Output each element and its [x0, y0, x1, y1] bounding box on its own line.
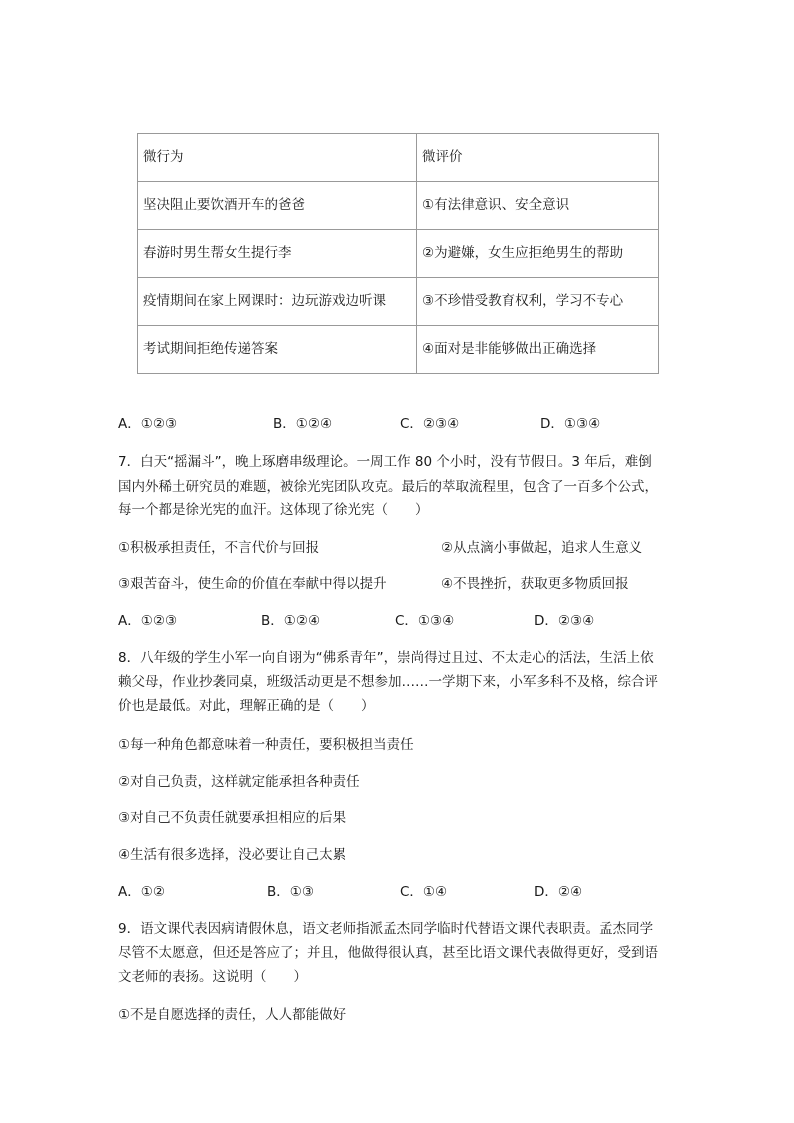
q7-item: ②从点滴小事做起，追求人生意义 — [441, 540, 643, 556]
q8-option-c: C．①④ — [400, 884, 448, 900]
q7-option-d: D．②③④ — [534, 613, 595, 629]
table-row — [138, 230, 659, 278]
table-cell: 疫情期间在家上网课时：边玩游戏边听课 — [138, 278, 417, 326]
table-header-row — [138, 134, 659, 182]
q7-option-b: B．①②④ — [261, 613, 321, 629]
table-row — [138, 278, 659, 326]
q8-option-b: B．①③ — [267, 884, 314, 900]
q6-option-d: D．①③④ — [540, 416, 601, 432]
q7-item: ④不畏挫折，获取更多物质回报 — [441, 576, 629, 592]
q9-stem-line: 9．语文课代表因病请假休息，语文老师指派孟杰同学临时代替语文课代表职责。孟杰同学 — [118, 921, 654, 937]
table-header-cell: 微行为 — [138, 134, 417, 182]
q6-option-a: A．①②③ — [118, 416, 178, 432]
q6-option-c: C．②③④ — [400, 416, 460, 432]
table-cell: 春游时男生帮女生提行李 — [138, 230, 417, 278]
q9-stem-line: 文老师的表扬。这说明（ ） — [118, 969, 307, 985]
q8-option-d: D．②④ — [534, 884, 583, 900]
table-header-cell: 微评价 — [417, 134, 659, 182]
q6-option-b: B．①②④ — [273, 416, 333, 432]
table-cell: ④面对是非能够做出正确选择 — [417, 326, 659, 374]
table-cell: ①有法律意识、安全意识 — [417, 182, 659, 230]
q7-option-a: A．①②③ — [118, 613, 178, 629]
q7-stem-line: 每一个都是徐光宪的血汗。这体现了徐光宪（ ） — [118, 502, 429, 518]
q7-option-c: C．①③④ — [395, 613, 455, 629]
q8-option-a: A．①② — [118, 884, 165, 900]
table-cell: ③不珍惜受教育权利，学习不专心 — [417, 278, 659, 326]
q8-item: ③对自己不负责任就要承担相应的后果 — [118, 810, 347, 826]
q8-stem-line: 8．八年级的学生小军一向自诩为“佛系青年”，崇尚得过且过、不太走心的活法，生活上依 — [118, 650, 654, 666]
q8-stem-line: 赖父母，作业抄袭同桌，班级活动更是不想参加……一学期下来，小军多科不及格，综合评 — [118, 674, 658, 690]
q8-item: ④生活有很多选择，没必要让自己太累 — [118, 847, 347, 863]
table-row — [138, 182, 659, 230]
q9-item: ①不是自愿选择的责任，人人都能做好 — [118, 1007, 347, 1023]
table-cell: ②为避嫌，女生应拒绝男生的帮助 — [417, 230, 659, 278]
table-row — [138, 326, 659, 374]
q8-stem-line: 价也是最低。对此，理解正确的是（ ） — [118, 698, 375, 714]
q8-item: ①每一种角色都意味着一种责任，要积极担当责任 — [118, 737, 414, 753]
behavior-evaluation-table — [137, 133, 659, 374]
q8-item: ②对自己负责，这样就定能承担各种责任 — [118, 774, 360, 790]
q7-item: ③艰苦奋斗，使生命的价值在奉献中得以提升 — [118, 576, 387, 592]
q7-stem-line: 国内外稀土研究员的难题，被徐光宪团队攻克。最后的萃取流程里，包含了一百多个公式， — [118, 479, 658, 495]
q9-stem-line: 尽管不太愿意，但还是答应了；并且，他做得很认真，甚至比语文课代表做得更好，受到语 — [118, 945, 658, 961]
table-cell: 考试期间拒绝传递答案 — [138, 326, 417, 374]
q7-item: ①积极承担责任，不言代价与回报 — [118, 540, 320, 556]
table-cell: 坚决阻止要饮酒开车的爸爸 — [138, 182, 417, 230]
q7-stem-line: 7．白天“摇漏斗”，晚上琢磨串级理论。一周工作 80 个小时，没有节假日。3 年后，难倒 — [118, 454, 652, 470]
